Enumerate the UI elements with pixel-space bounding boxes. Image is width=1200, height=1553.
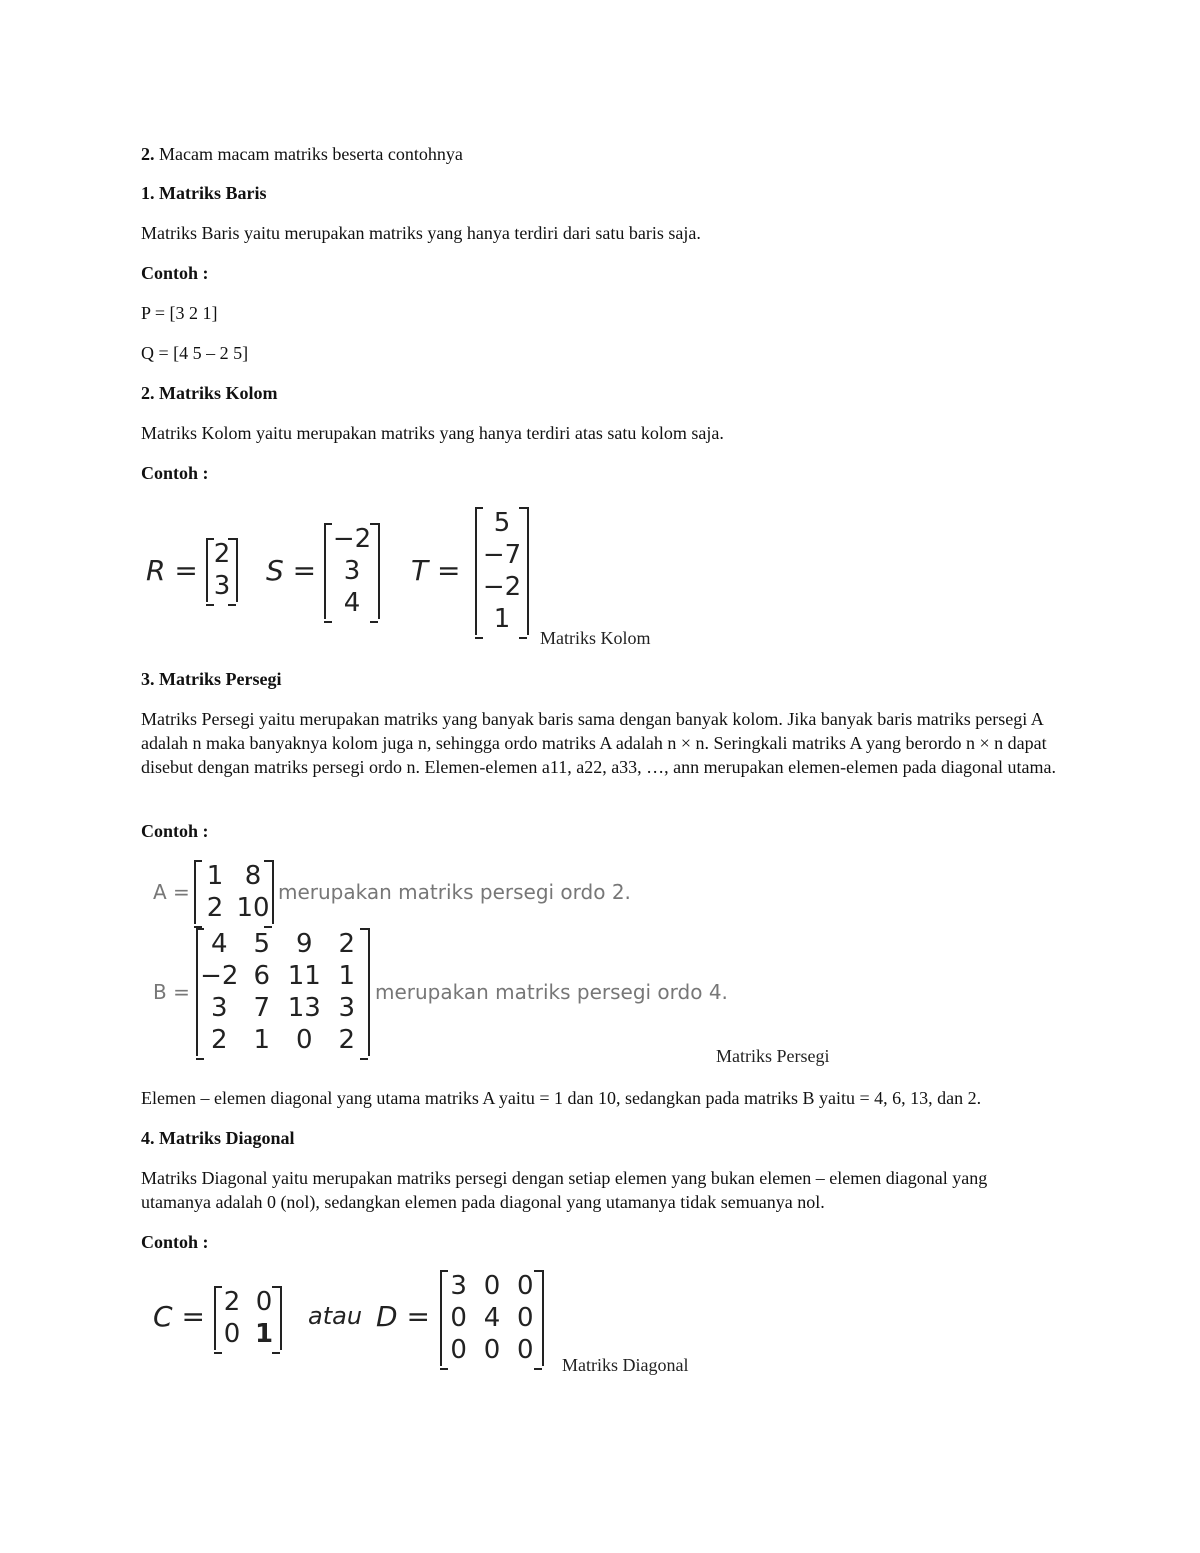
bracket-left xyxy=(440,1270,448,1370)
matrix-cell: 2 xyxy=(338,1025,356,1055)
bracket-left xyxy=(324,523,332,623)
contoh-2-text: Contoh : xyxy=(141,463,209,483)
bracket-right xyxy=(264,860,272,928)
matrix-cell: 0 xyxy=(255,1287,273,1317)
contoh-1 xyxy=(141,261,209,285)
matrix-a-note: merupakan matriks persegi ordo 2. xyxy=(278,880,631,904)
bracket-right xyxy=(272,1286,280,1354)
matrix-cell: 2 xyxy=(338,929,356,959)
matrix-cell: 0 xyxy=(517,1303,534,1333)
atau-text: atau xyxy=(308,1302,363,1330)
matrix-cell: 0 xyxy=(483,1271,501,1301)
matrix-cell: 3 xyxy=(338,993,356,1023)
matrix-d-label: D = xyxy=(376,1300,430,1333)
matrix-a xyxy=(194,860,274,924)
matrix-r-label: R = xyxy=(146,554,198,587)
matrix-cell: 1 xyxy=(206,861,224,891)
caption-matriks-persegi: Matriks Persegi xyxy=(716,1046,830,1066)
matrix-cell: 4 xyxy=(483,1303,501,1333)
matrix-a-label: A = xyxy=(153,880,190,904)
matrix-cell: 3 xyxy=(343,556,361,586)
matrix-s-label: S = xyxy=(266,554,317,587)
caption-matriks-kolom: Matriks Kolom xyxy=(540,628,651,648)
section-1-title xyxy=(141,181,267,205)
matrix-cell: 1 xyxy=(493,604,511,634)
bracket-left xyxy=(214,1286,222,1354)
matrix-c-label: C = xyxy=(153,1300,205,1333)
matrix-cell: 5 xyxy=(493,508,511,538)
matrix-cell: 2 xyxy=(206,893,224,923)
matrix-b xyxy=(196,928,370,1056)
matrix-cell: 1 xyxy=(338,961,356,991)
section-3-title-text: 3. Matriks Persegi xyxy=(141,669,282,689)
matrix-cell: 0 xyxy=(483,1335,501,1365)
matrix-cell: −2 xyxy=(332,524,372,554)
example-p: P = [3 2 1] xyxy=(141,303,218,323)
bracket-left xyxy=(475,507,483,639)
matrix-cell: 5 xyxy=(253,929,271,959)
matrix-cell: 0 xyxy=(295,1025,313,1055)
bracket-left xyxy=(206,538,214,606)
matrix-cell: 1 xyxy=(254,1319,274,1349)
caption-matriks-diagonal: Matriks Diagonal xyxy=(562,1355,689,1375)
matrix-t-label: T = xyxy=(411,554,461,587)
contoh-4 xyxy=(141,1230,209,1254)
matrix-d xyxy=(440,1270,544,1366)
matrix-cell: 1 xyxy=(253,1025,271,1055)
bracket-right xyxy=(370,523,378,623)
matrix-cell: 13 xyxy=(287,993,321,1023)
matrix-cell: 2 xyxy=(213,539,231,569)
matrix-cell: 3 xyxy=(213,571,231,601)
contoh-3-text: Contoh : xyxy=(141,821,209,841)
matrix-cell: 0 xyxy=(223,1319,241,1349)
bracket-left xyxy=(196,928,204,1060)
matrix-cell: 4 xyxy=(210,929,228,959)
diagonal-elements-text: Elemen – elemen diagonal yang utama matriks A yaitu = 1 dan 10, sedangkan pada matriks B yaitu = 4, 6, 13, dan 2. xyxy=(141,1088,982,1108)
matrix-b-label: B = xyxy=(153,980,190,1004)
heading-text: Macam macam matriks beserta contohnya xyxy=(159,144,463,164)
contoh-3 xyxy=(141,819,209,843)
section-1-title-text: 1. Matriks Baris xyxy=(141,183,267,203)
matrix-cell: 0 xyxy=(450,1303,467,1333)
contoh-4-text: Contoh : xyxy=(141,1232,209,1252)
matrix-cell: 0 xyxy=(517,1271,534,1301)
matrix-cell: 9 xyxy=(295,929,313,959)
matrix-cell: 6 xyxy=(253,961,271,991)
matrix-cell: 3 xyxy=(210,993,228,1023)
matrix-cell: 0 xyxy=(517,1335,534,1365)
section-2-title xyxy=(141,381,278,405)
section-4-desc: Matriks Diagonal yaitu merupakan matriks persegi dengan setiap elemen yang bukan elemen – elemen diagonal yang utamanya adalah 0 (nol), sedangkan elemen pada diagonal yang utamanya tidak semuanya nol. xyxy=(141,1168,988,1212)
matrix-cell: 2 xyxy=(210,1025,228,1055)
matrix-cell: 7 xyxy=(253,993,271,1023)
matrix-cell: 0 xyxy=(450,1335,467,1365)
matrix-cell: 4 xyxy=(343,588,361,618)
section-3-title xyxy=(141,667,281,691)
contoh-1-text: Contoh : xyxy=(141,263,209,283)
section-4-title xyxy=(141,1126,295,1150)
matrix-cell: 3 xyxy=(450,1271,467,1301)
section-1-desc: Matriks Baris yaitu merupakan matriks yang hanya terdiri dari satu baris saja. xyxy=(141,223,701,243)
matrix-cell: 8 xyxy=(244,861,262,891)
bracket-right xyxy=(228,538,236,606)
heading xyxy=(141,142,463,166)
matrix-cell: 11 xyxy=(287,961,321,991)
bracket-right xyxy=(519,507,527,639)
section-2-desc: Matriks Kolom yaitu merupakan matriks yang hanya terdiri atas satu kolom saja. xyxy=(141,423,724,443)
matrix-cell: −2 xyxy=(482,572,522,602)
section-4-title-text: 4. Matriks Diagonal xyxy=(141,1128,295,1148)
matrix-cell: 2 xyxy=(223,1287,241,1317)
heading-number: 2. xyxy=(141,144,155,164)
section-3-desc: Matriks Persegi yaitu merupakan matriks yang banyak baris sama dengan banyak kolom. Jika banyak baris matriks persegi A adalah n maka banyaknya kolom juga n, sehingga ordo matriks A adalah n × n. Seringkali matriks A yang berordo n × n dapat disebut dengan matriks persegi ordo n. Elemen-elemen a11, a22, a33, …, ann merupakan elemen-elemen pada diagonal utama. xyxy=(141,709,1057,777)
contoh-2 xyxy=(141,461,209,485)
section-2-title-text: 2. Matriks Kolom xyxy=(141,383,278,403)
matrix-cell: −2 xyxy=(200,961,239,991)
bracket-right xyxy=(360,928,368,1060)
matrix-cell: −7 xyxy=(482,540,522,570)
matrix-cell: 10 xyxy=(236,893,270,923)
bracket-right xyxy=(534,1270,542,1370)
example-q: Q = [4 5 – 2 5] xyxy=(141,343,249,363)
matrix-b-note: merupakan matriks persegi ordo 4. xyxy=(375,980,728,1004)
bracket-left xyxy=(194,860,202,928)
